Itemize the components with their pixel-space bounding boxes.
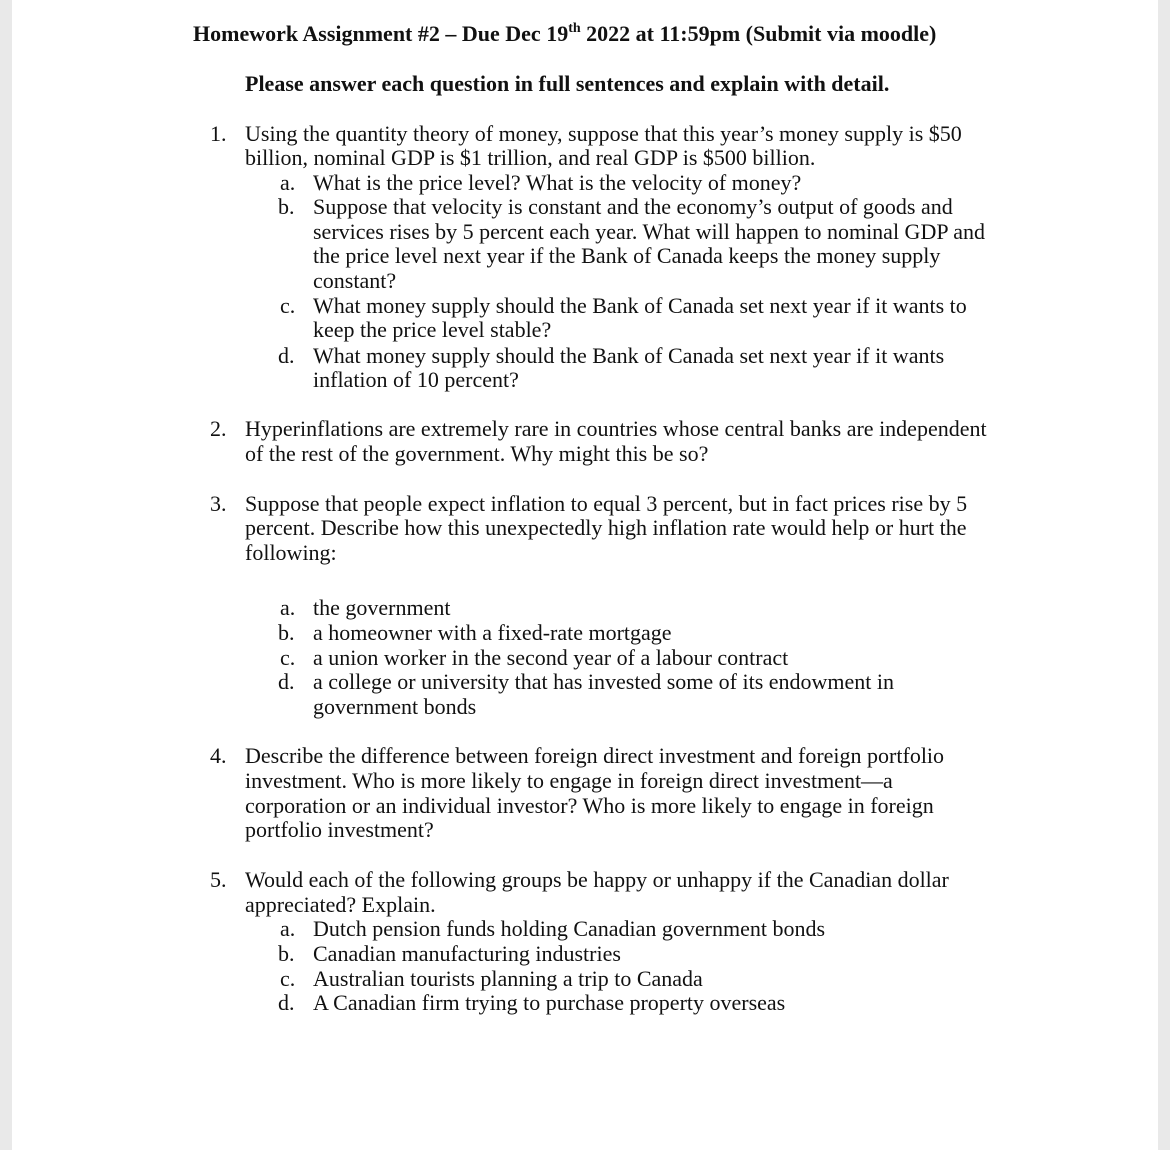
question-number: 5.	[210, 867, 227, 892]
question-text-line: Would each of the following groups be happy or unhappy if the Canadian dollar	[245, 867, 949, 892]
question-text-line: investment. Who is more likely to engage in foreign direct investment—a	[245, 768, 893, 793]
subquestion-marker: d.	[278, 990, 295, 1015]
subquestion-text: a homeowner with a fixed-rate mortgage	[313, 620, 672, 645]
subquestion-marker: b.	[278, 941, 295, 966]
subquestion-marker: b.	[278, 194, 295, 219]
subquestion-text: A Canadian firm trying to purchase property overseas	[313, 990, 786, 1015]
subquestion-text: Dutch pension funds holding Canadian government bonds	[313, 916, 826, 941]
subquestion-marker: a.	[280, 595, 296, 620]
question-text-line: following:	[245, 540, 337, 565]
subquestion-text: What money supply should the Bank of Canada set next year if it wants	[313, 343, 945, 368]
instruction-text: Please answer each question in full sentences and explain with detail.	[245, 71, 890, 96]
subquestion-text: the government	[313, 595, 451, 620]
subquestion-text: keep the price level stable?	[313, 317, 552, 342]
subquestion-text: Suppose that velocity is constant and the economy’s output of goods and	[313, 194, 953, 219]
subquestion-text: services rises by 5 percent each year. What will happen to nominal GDP and	[313, 219, 986, 244]
subquestion-text: constant?	[313, 268, 397, 293]
question-text-line: billion, nominal GDP is $1 trillion, and real GDP is $500 billion.	[245, 145, 816, 170]
question-text-line: Hyperinflations are extremely rare in countries whose central banks are independent	[245, 416, 987, 441]
subquestion-text: What is the price level? What is the velocity of money?	[313, 170, 802, 195]
subquestion-marker: c.	[280, 645, 296, 670]
subquestion-marker: d.	[278, 669, 295, 694]
subquestion-text: a union worker in the second year of a labour contract	[313, 645, 789, 670]
question-number: 1.	[210, 121, 227, 146]
question-number: 4.	[210, 743, 227, 768]
subquestion-marker: d.	[278, 343, 295, 368]
question-text-line: portfolio investment?	[245, 817, 434, 842]
question-text-line: percent. Describe how this unexpectedly high inflation rate would help or hurt the	[245, 515, 967, 540]
question-text-line: Using the quantity theory of money, suppose that this year’s money supply is $50	[245, 121, 962, 146]
question-text-line: Describe the difference between foreign direct investment and foreign portfolio	[245, 743, 945, 768]
question-text-line: corporation or an individual investor? Who is more likely to engage in foreign	[245, 793, 934, 818]
subquestion-text: a college or university that has invested some of its endowment in	[313, 669, 895, 694]
subquestion-text: Canadian manufacturing industries	[313, 941, 621, 966]
question-text-line: appreciated? Explain.	[245, 892, 436, 917]
subquestion-text: government bonds	[313, 694, 477, 719]
subquestion-marker: c.	[280, 293, 296, 318]
question-number: 2.	[210, 416, 227, 441]
subquestion-text: What money supply should the Bank of Canada set next year if it wants to	[313, 293, 967, 318]
subquestion-text: the price level next year if the Bank of Canada keeps the money supply	[313, 243, 941, 268]
question-number: 3.	[210, 491, 227, 516]
subquestion-marker: c.	[280, 966, 296, 991]
assignment-title: Homework Assignment #2 – Due Dec 19th 2022 at 11:59pm (Submit via moodle)	[193, 20, 937, 46]
subquestion-marker: a.	[280, 170, 296, 195]
subquestion-marker: a.	[280, 916, 296, 941]
subquestion-text: Australian tourists planning a trip to Canada	[313, 966, 703, 991]
question-text-line: of the rest of the government. Why might this be so?	[245, 441, 709, 466]
subquestion-marker: b.	[278, 620, 295, 645]
document-page	[12, 0, 1158, 1150]
question-text-line: Suppose that people expect inflation to equal 3 percent, but in fact prices rise by 5	[245, 491, 968, 516]
subquestion-text: inflation of 10 percent?	[313, 367, 519, 392]
